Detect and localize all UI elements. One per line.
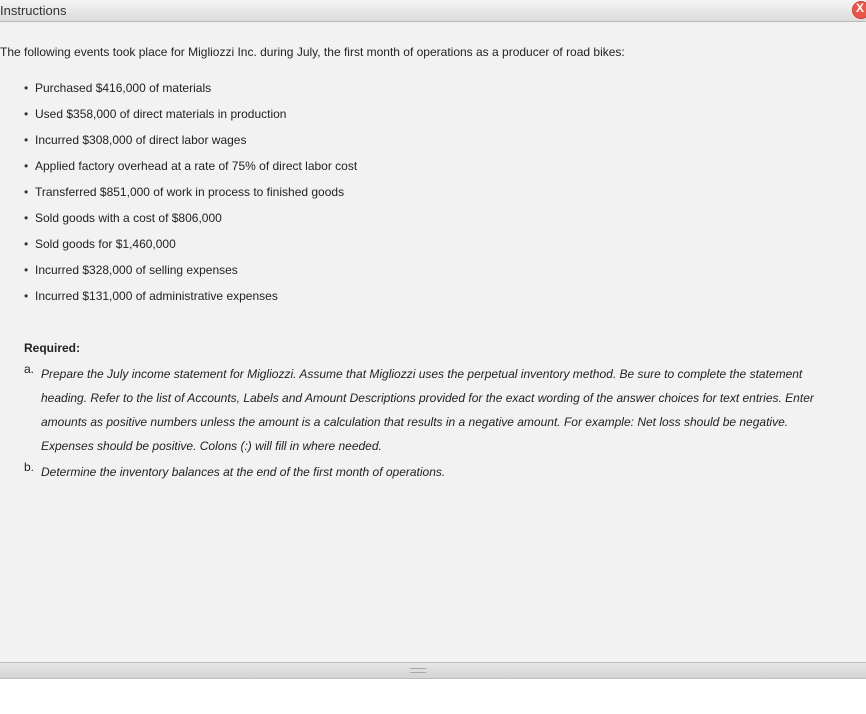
window-title: Instructions [0, 3, 67, 18]
close-icon: X [856, 1, 865, 15]
requirement-b-text: Determine the inventory balances at the end of the first month of operations. [41, 465, 446, 479]
instructions-titlebar [0, 0, 866, 22]
resize-bar [0, 662, 866, 679]
event-item: • Transferred $851,000 of work in process to finished goods [24, 184, 357, 210]
event-item: • Purchased $416,000 of materials [24, 80, 357, 106]
event-item: • Used $358,000 of direct materials in production [24, 106, 357, 132]
event-item: • Sold goods for $1,460,000 [24, 236, 357, 262]
event-item: • Applied factory overhead at a rate of 75% of direct labor cost [24, 158, 357, 184]
requirement-b-letter: b. [24, 460, 35, 474]
event-item: • Incurred $131,000 of administrative expenses [24, 288, 357, 314]
required-heading: Required: [24, 341, 81, 355]
events-list [24, 80, 357, 314]
resize-grip-icon[interactable] [410, 668, 426, 673]
instructions-panel [0, 22, 866, 662]
requirement-a-letter: a. [24, 362, 35, 376]
close-button[interactable] [852, 1, 866, 19]
event-item: • Sold goods with a cost of $806,000 [24, 210, 357, 236]
requirement-a-text: Prepare the July income statement for Migliozzi. Assume that Migliozzi uses the perpetual inventory method. Be sure to complete the statement heading. Refer to the list of Accounts, Labels and Amount Descriptions provided for the exact wording of the answer choices for text entries. Enter amounts as positive numbers unless the amount is a calculation that results in a negative amount. For example: Net loss should be negative. Expenses should be positive. Colons (:) will fill in where needed. [41, 367, 814, 453]
event-item: • Incurred $308,000 of direct labor wages [24, 132, 357, 158]
event-item: • Incurred $328,000 of selling expenses [24, 262, 357, 288]
intro-text: The following events took place for Migliozzi Inc. during July, the first month of operations as a producer of road bikes: [0, 45, 625, 59]
